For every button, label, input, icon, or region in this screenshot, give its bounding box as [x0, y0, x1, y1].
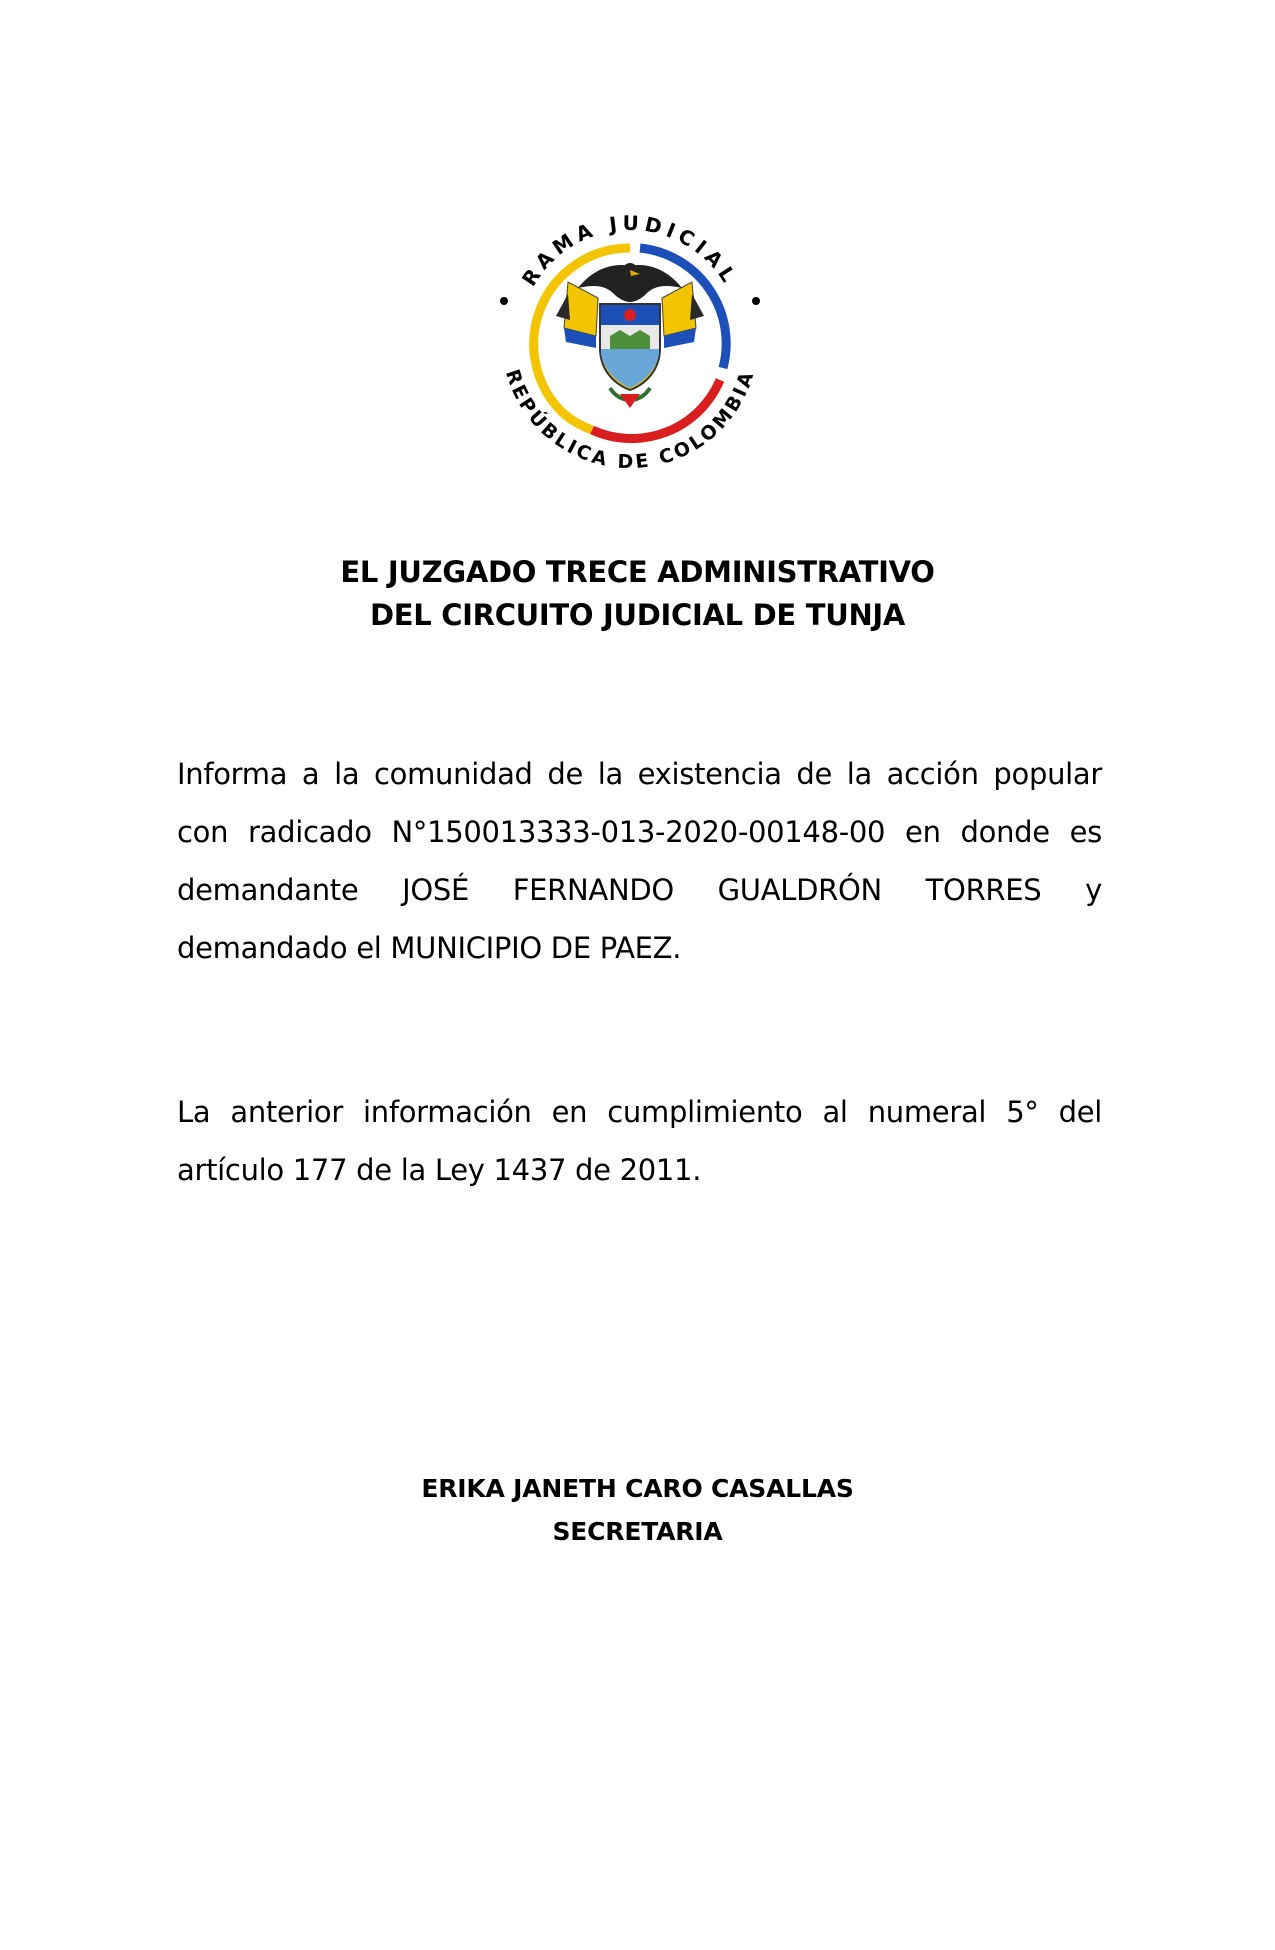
seal-dot-left: [500, 297, 508, 305]
rama-judicial-seal: [480, 208, 780, 480]
signatory-name: ERIKA JANETH CARO CASALLAS: [421, 1474, 854, 1503]
coat-of-arms-icon: [556, 263, 704, 408]
court-name-line1: EL JUZGADO TRECE ADMINISTRATIVO: [340, 555, 935, 589]
seal-ring-yellow-2: [564, 414, 592, 430]
seal-dot-right: [752, 297, 760, 305]
seal-top-text: RAMA JUDICIAL: [516, 210, 744, 291]
legal-basis-paragraph: La anterior información en cumplimiento al numeral 5° del artículo 177 de la Ley 1437 de 2011.: [177, 1095, 1102, 1187]
court-name-line2: DEL CIRCUITO JUDICIAL DE TUNJA: [369, 598, 906, 632]
seal-bottom-text: REPÚBLICA DE COLOMBIA: [501, 366, 759, 474]
signatory-title: SECRETARIA: [552, 1517, 723, 1546]
notice-paragraph: Informa a la comunidad de la existencia de la acción popular con radicado N°150013333-013-2020-00148-00 en donde es demandante JOSÉ FERNANDO GUALDRÓN TORRES y demandado el MUNICIPIO DE PAEZ.: [177, 757, 1102, 965]
